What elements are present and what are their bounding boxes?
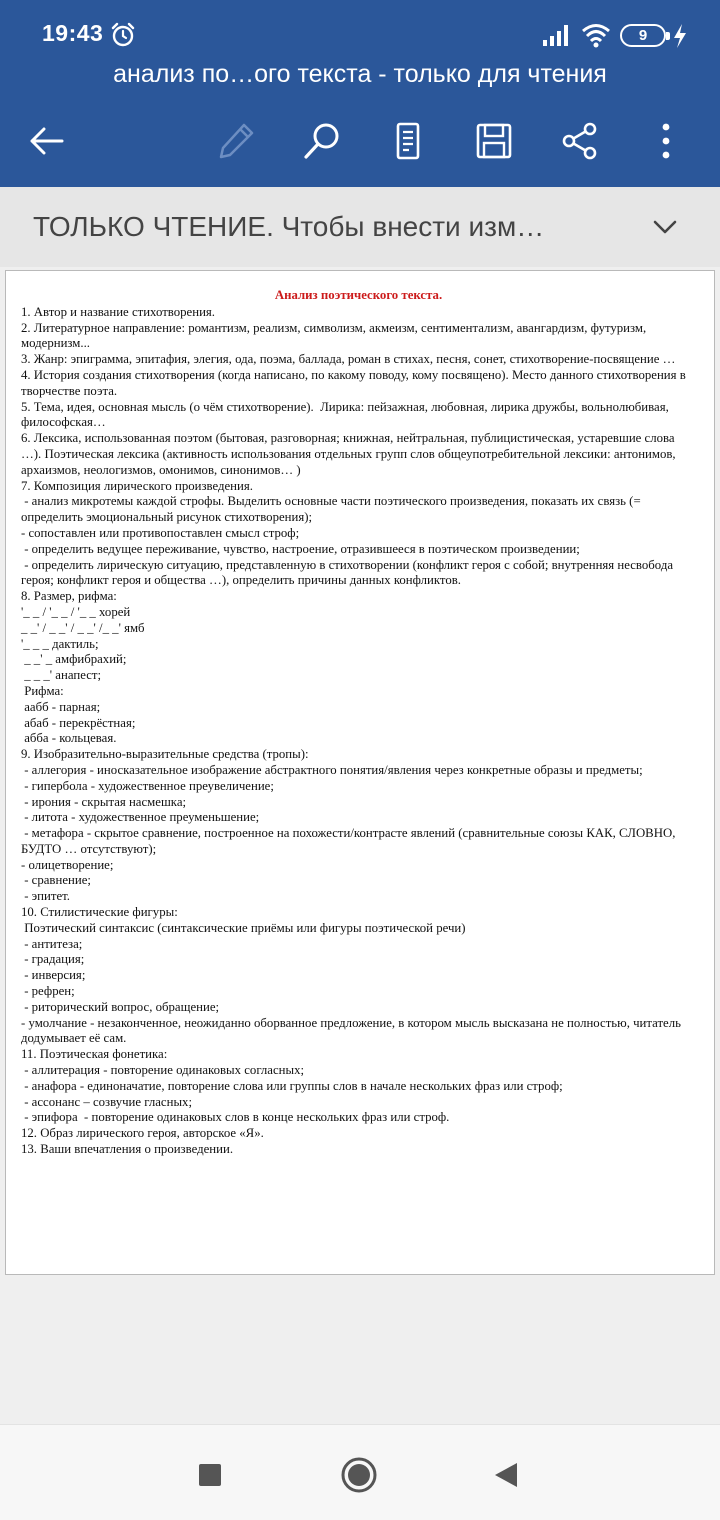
document-line: - рефрен; (21, 984, 75, 999)
back-nav-button[interactable] (486, 1455, 526, 1495)
navigation-bar (0, 1424, 720, 1520)
charging-icon (672, 24, 688, 48)
document-line: - сравнение; (21, 873, 91, 888)
document-page[interactable] (5, 270, 715, 1275)
document-line: - антитеза; (21, 936, 83, 951)
document-line: - градация; (21, 952, 85, 967)
document-line: - аллитерация - повторение одинаковых согласных; (21, 1063, 305, 1078)
document-line: _ _ _' анапест; (21, 668, 102, 683)
document-line: Поэтический синтаксис (синтаксические приёмы или фигуры поэтической речи) (21, 920, 466, 935)
document-line: - метафора - скрытое сравнение, построенное на похожести/контрасте явлений (сравнительные союзы КАК, СЛОВНО, БУДТО … отсутствуют); (21, 826, 679, 856)
document-title: анализ по…ого текста - только для чтения (113, 60, 607, 88)
search-button[interactable] (298, 118, 346, 164)
home-icon (340, 1456, 378, 1494)
document-line: - литота - художественное преуменьшение; (21, 810, 260, 825)
back-button[interactable] (22, 118, 70, 164)
document-line: абаб - перекрёстная; (21, 715, 136, 730)
recents-button[interactable] (190, 1455, 230, 1495)
more-icon (646, 121, 686, 161)
signal-icon (542, 24, 572, 46)
document-line: - определить лирическую ситуацию, представленную в стихотворении (конфликт героя с собой; внутренняя несвобода героя; конфликт героя и общества …), определить причины данных конфликтов. (21, 557, 677, 588)
back-icon (26, 121, 66, 161)
document-line: - гипербола - художественное преувеличение; (21, 778, 274, 793)
document-line: - аллегория - иносказательное изображение абстрактного понятия/явления через конкретные образы и предметы; (21, 762, 643, 777)
chevron-down-icon[interactable] (650, 214, 680, 240)
share-button[interactable] (556, 118, 604, 164)
document-line: 7. Композиция лирического произведения. (21, 478, 253, 493)
document-line: 5. Тема, идея, основная мысль (о чём стихотворение). Лирика: пейзажная, любовная, лирика дружбы, вольнолюбивая, философская… (21, 399, 672, 430)
document-line: 11. Поэтическая фонетика: (21, 1047, 168, 1062)
document-line: - риторический вопрос, обращение; (21, 999, 220, 1014)
more-options-button[interactable] (642, 118, 690, 164)
document-line: _ _' / _ _' / _ _' /_ _' ямб (21, 620, 145, 635)
document-line: - ассонанс – созвучие гласных; (21, 1094, 192, 1109)
document-line: 3. Жанр: эпиграмма, эпитафия, элегия, ода, поэма, баллада, роман в стихах, песня, сонет, стихотворение-посвящение … (21, 352, 676, 367)
read-only-banner-text: ТОЛЬКО ЧТЕНИЕ. Чтобы внести изм… (33, 211, 545, 242)
read-only-banner[interactable] (0, 187, 720, 267)
document-line: 2. Литературное направление: романтизм, реализм, символизм, акмеизм, сентиментализм, авангардизм, футуризм, модернизм... (21, 320, 650, 351)
document-line: - анафора - единоначатие, повторение слова или группы слов в начале нескольких фраз или строф; (21, 1078, 563, 1093)
document-line: '_ _ _ дактиль; (21, 636, 99, 651)
recents-icon (198, 1463, 222, 1487)
document-line: - эпифора - повторение одинаковых слов в конце нескольких фраз или строф. (21, 1110, 450, 1125)
alarm-icon (110, 22, 136, 48)
document-line: - олицетворение; (21, 857, 114, 872)
document-heading: Анализ поэтического текста. (274, 288, 443, 302)
document-line: 9. Изобразительно-выразительные средства (тропы): (21, 747, 309, 762)
document-line: - сопоставлен или противопоставлен смысл строф; (21, 525, 300, 540)
document-line: - анализ микротемы каждой строфы. Выделить основные части поэтического произведения, показать их связь (= определить эмоциональный рисунок стихотворения); (21, 494, 644, 525)
edit-button[interactable] (212, 118, 260, 164)
search-icon (302, 121, 342, 161)
document-line: '_ _ / '_ _ / '_ _ хорей (21, 604, 131, 619)
home-button[interactable] (339, 1455, 379, 1495)
document-line: 10. Стилистические фигуры: (21, 905, 178, 920)
back-nav-icon (493, 1461, 519, 1489)
save-button[interactable] (470, 118, 518, 164)
pen-icon (216, 121, 256, 161)
document-line: - эпитет. (21, 889, 70, 904)
document-lines (21, 305, 696, 1158)
document-line: 12. Образ лирического героя, авторское «Я». (21, 1126, 264, 1141)
document-line: 4. История создания стихотворения (когда написано, по какому поводу, кому посвящено). Место данного стихотворения в творчестве поэта. (21, 367, 689, 398)
app-bar (0, 0, 720, 187)
reader-view-icon (388, 121, 428, 161)
document-line: 8. Размер, рифма: (21, 589, 117, 604)
document-line: 6. Лексика, использованная поэтом (бытовая, разговорная; книжная, нейтральная, публицистическая, устаревшие слова …). Поэтическая лексика (активность использования отдельных групп слов общеупотребительной лексики: антонимов, архаизмов, неологизмов, омонимов, синонимов… ) (21, 431, 679, 477)
document-content (21, 288, 696, 1158)
save-icon (474, 121, 514, 161)
status-time: 19:43 (42, 20, 104, 46)
document-line: абба - кольцевая. (21, 731, 117, 746)
document-line: _ _' _ амфибрахий; (21, 652, 127, 667)
document-line: - умолчание - незаконченное, неожиданно оборванное предложение, в котором мысль высказана не полностью, читатель додумывает её сам. (21, 1015, 685, 1046)
document-line: 13. Ваши впечатления о произведении. (21, 1142, 234, 1157)
document-line: аабб - парная; (21, 699, 101, 714)
document-line: Рифма: (21, 683, 64, 698)
reader-view-button[interactable] (384, 118, 432, 164)
document-line: - инверсия; (21, 968, 86, 983)
document-line: 1. Автор и название стихотворения. (21, 304, 216, 319)
document-line: - ирония - скрытая насмешка; (21, 794, 187, 809)
wifi-icon (581, 22, 611, 48)
battery-icon: 9 (620, 24, 666, 47)
share-icon (560, 121, 600, 161)
document-line: - определить ведущее переживание, чувство, настроение, отразившееся в поэтическом произведении; (21, 541, 580, 556)
